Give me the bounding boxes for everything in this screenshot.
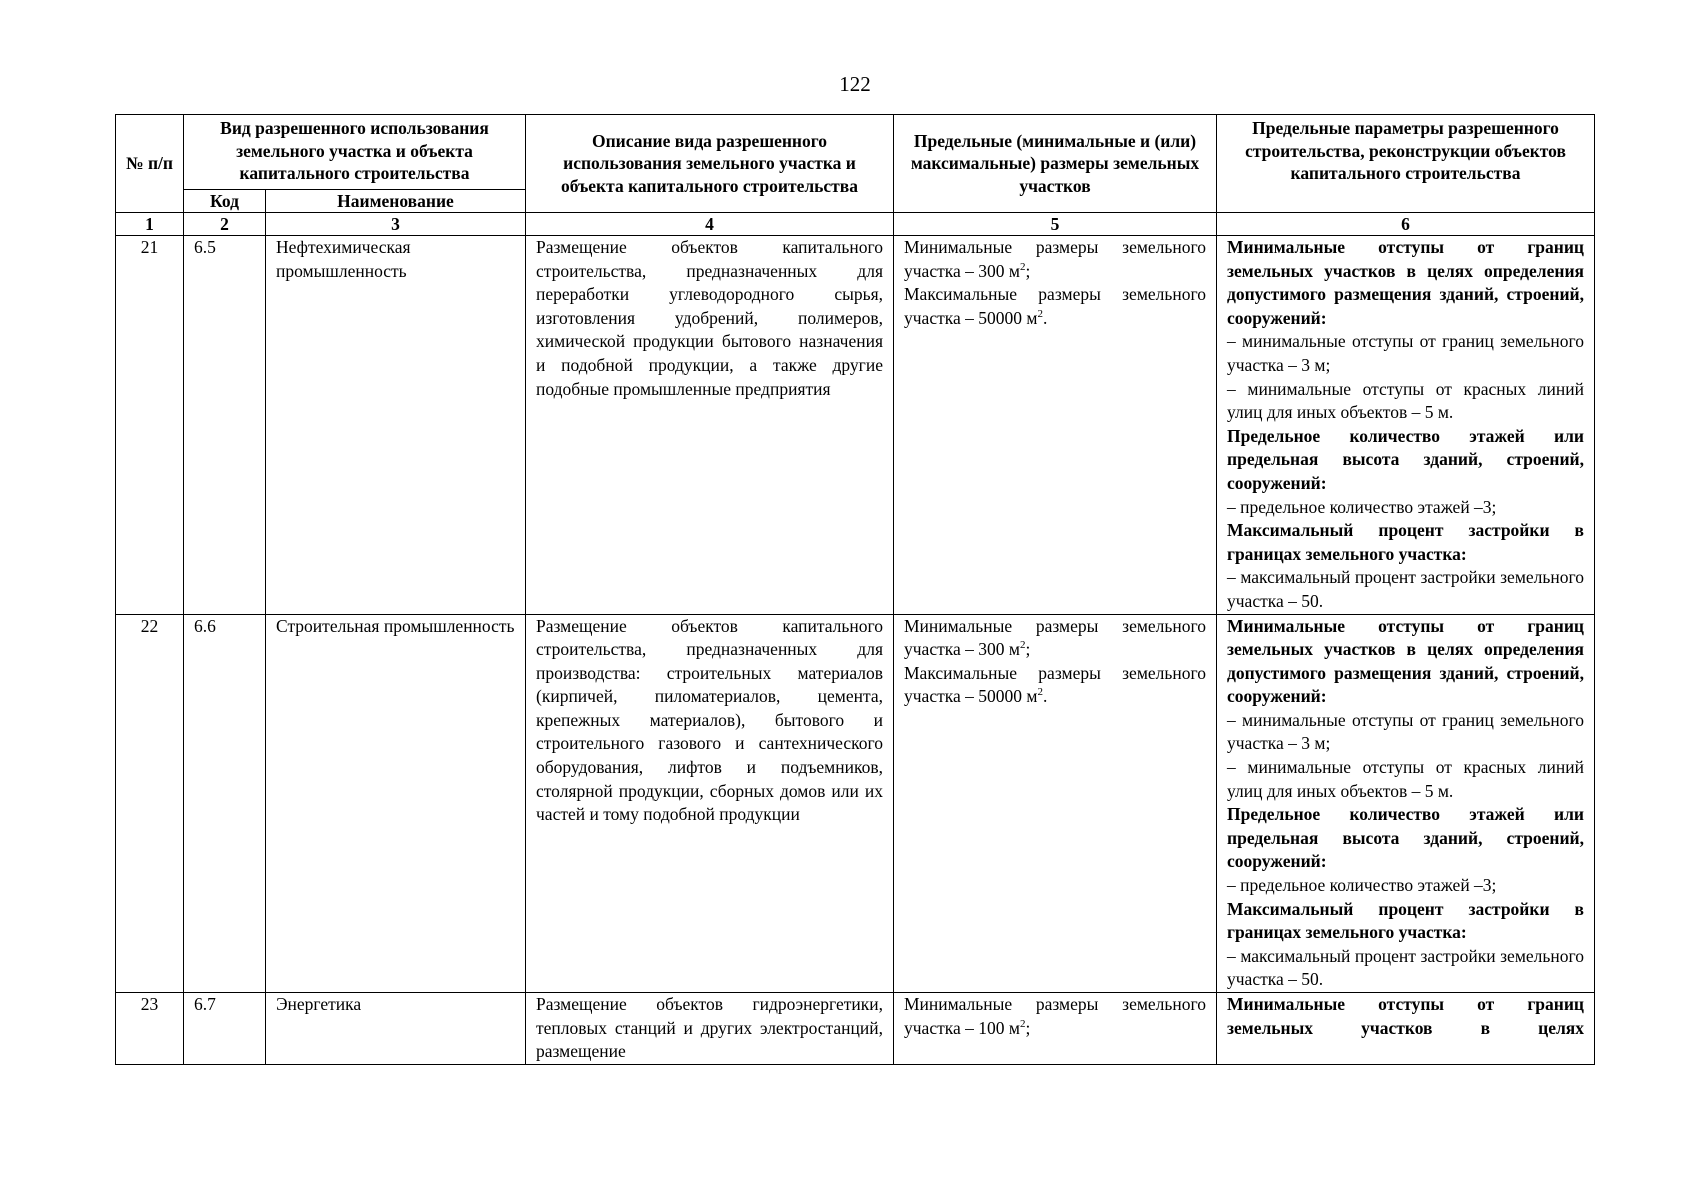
column-number: 4 [526,213,894,236]
separator: ; [1025,260,1031,281]
superscript: 2 [1019,260,1026,273]
setback-red-lines: – минимальные отступы от красных линий улиц для иных объектов – 5 м. [1227,378,1584,423]
row-sizes [894,614,1217,993]
sizes-max [904,283,1206,330]
sizes-min [904,993,1206,1040]
superscript: 2 [1019,639,1026,652]
floors-value: – предельное количество этажей –3; [1227,875,1497,896]
separator: ; [1025,1017,1031,1038]
column-number: 5 [894,213,1217,236]
table-header [116,115,1595,236]
superscript: 2 [1037,307,1043,320]
column-number: 3 [266,213,526,236]
row-sizes [894,993,1217,1065]
sizes-max-text: Максимальные размеры земельного участка – 50000 м [904,284,1206,328]
description-text: Размещение объектов гидроэнергетики, тепловых станций и других электростанций, размещение [536,994,883,1062]
row-description [526,236,894,615]
table-row [116,993,1595,1065]
row-number: 23 [116,993,184,1065]
floors-title: Предельное количество этажей или предельная высота зданий, строений, сооружений: [1227,804,1584,872]
floors-value: – предельное количество этажей –3; [1227,496,1497,517]
sizes-min [904,615,1206,662]
row-name: Нефтехимическая промышленность [266,236,526,615]
header-sizes: Предельные (минимальные и (или) максимальные) размеры земельных участков [894,115,1217,213]
header-type-group: Вид разрешенного использования земельного участка и объекта капитального строительства [184,115,526,190]
row-params [1217,236,1595,615]
column-numbers-row [116,213,1595,236]
sizes-min-text: Минимальные размеры земельного участка – 300 м [904,237,1206,281]
setback-title: Минимальные отступы от границ земельных участков в целях определения допустимого размещения зданий, строений, сооружений: [1227,237,1584,328]
separator: ; [1025,639,1031,660]
setback-border: – минимальные отступы от границ земельного участка – 3 м; [1227,331,1584,375]
coverage-value: – максимальный процент застройки земельного участка – 50. [1227,567,1584,611]
row-description [526,993,894,1065]
floors-title: Предельное количество этажей или предельная высота зданий, строений, сооружений: [1227,425,1584,493]
setback-title: Минимальные отступы от границ земельных участков в целях определения допустимого размещения зданий, строений, сооружений: [1227,615,1584,707]
coverage-title: Максимальный процент застройки в границах земельного участка: [1227,520,1584,564]
row-sizes [894,236,1217,615]
sizes-max [904,662,1206,709]
setback-title: Минимальные отступы от границ земельных участков в целях [1227,994,1584,1038]
table-row [116,614,1595,993]
separator: . [1042,307,1048,328]
column-number: 6 [1217,213,1595,236]
superscript: 2 [1037,686,1043,699]
header-num: № п/п [116,115,184,213]
description-text: Размещение объектов капитального строительства, предназначенных для переработки углеводородного сырья, изготовления удобрений, полимеров, химической продукции бытового назначения и подобной продукции, а также другие подобные промышленные предприятия [536,237,883,399]
row-name: Энергетика [266,993,526,1065]
row-params [1217,614,1595,993]
row-number: 21 [116,236,184,615]
description-text: Размещение объектов капитального строительства, предназначенных для производства: строительных материалов (кирпичей, пиломатериалов, цемента, крепежных материалов), бытового и строительного газового и сантехнического оборудования, лифтов и подъемников, столярной продукции, сборных домов или их частей и тому подобной продукции [536,615,883,825]
table-row [116,236,1595,615]
separator: . [1042,686,1048,707]
row-name: Строительная промышленность [266,614,526,993]
sizes-min [904,236,1206,283]
coverage-title: Максимальный процент застройки в границах земельного участка: [1227,898,1584,943]
row-params [1217,993,1595,1065]
header-params: Предельные параметры разрешенного строительства, реконструкции объектов капитального строительства [1217,115,1595,213]
sizes-max-text: Максимальные размеры земельного участка – 50000 м [904,662,1206,707]
setback-border: – минимальные отступы от границ земельного участка – 3 м; [1227,709,1584,754]
sizes-min-text: Минимальные размеры земельного участка – 300 м [904,615,1206,660]
row-number: 22 [116,614,184,993]
row-code: 6.6 [184,614,266,993]
sizes-min-text: Минимальные размеры земельного участка – 100 м [904,994,1206,1038]
land-use-table [115,114,1595,1065]
header-code: Код [184,190,266,213]
header-name: Наименование [266,190,526,213]
coverage-value: – максимальный процент застройки земельного участка – 50. [1227,945,1584,990]
setback-red-lines: – минимальные отступы от красных линий улиц для иных объектов – 5 м. [1227,757,1584,801]
row-code: 6.5 [184,236,266,615]
column-number: 1 [116,213,184,236]
superscript: 2 [1019,1017,1026,1030]
column-number: 2 [184,213,266,236]
row-code: 6.7 [184,993,266,1065]
header-description: Описание вида разрешенного использования земельного участка и объекта капитального строительства [526,115,894,213]
page-number: 122 [839,72,871,96]
row-description [526,614,894,993]
